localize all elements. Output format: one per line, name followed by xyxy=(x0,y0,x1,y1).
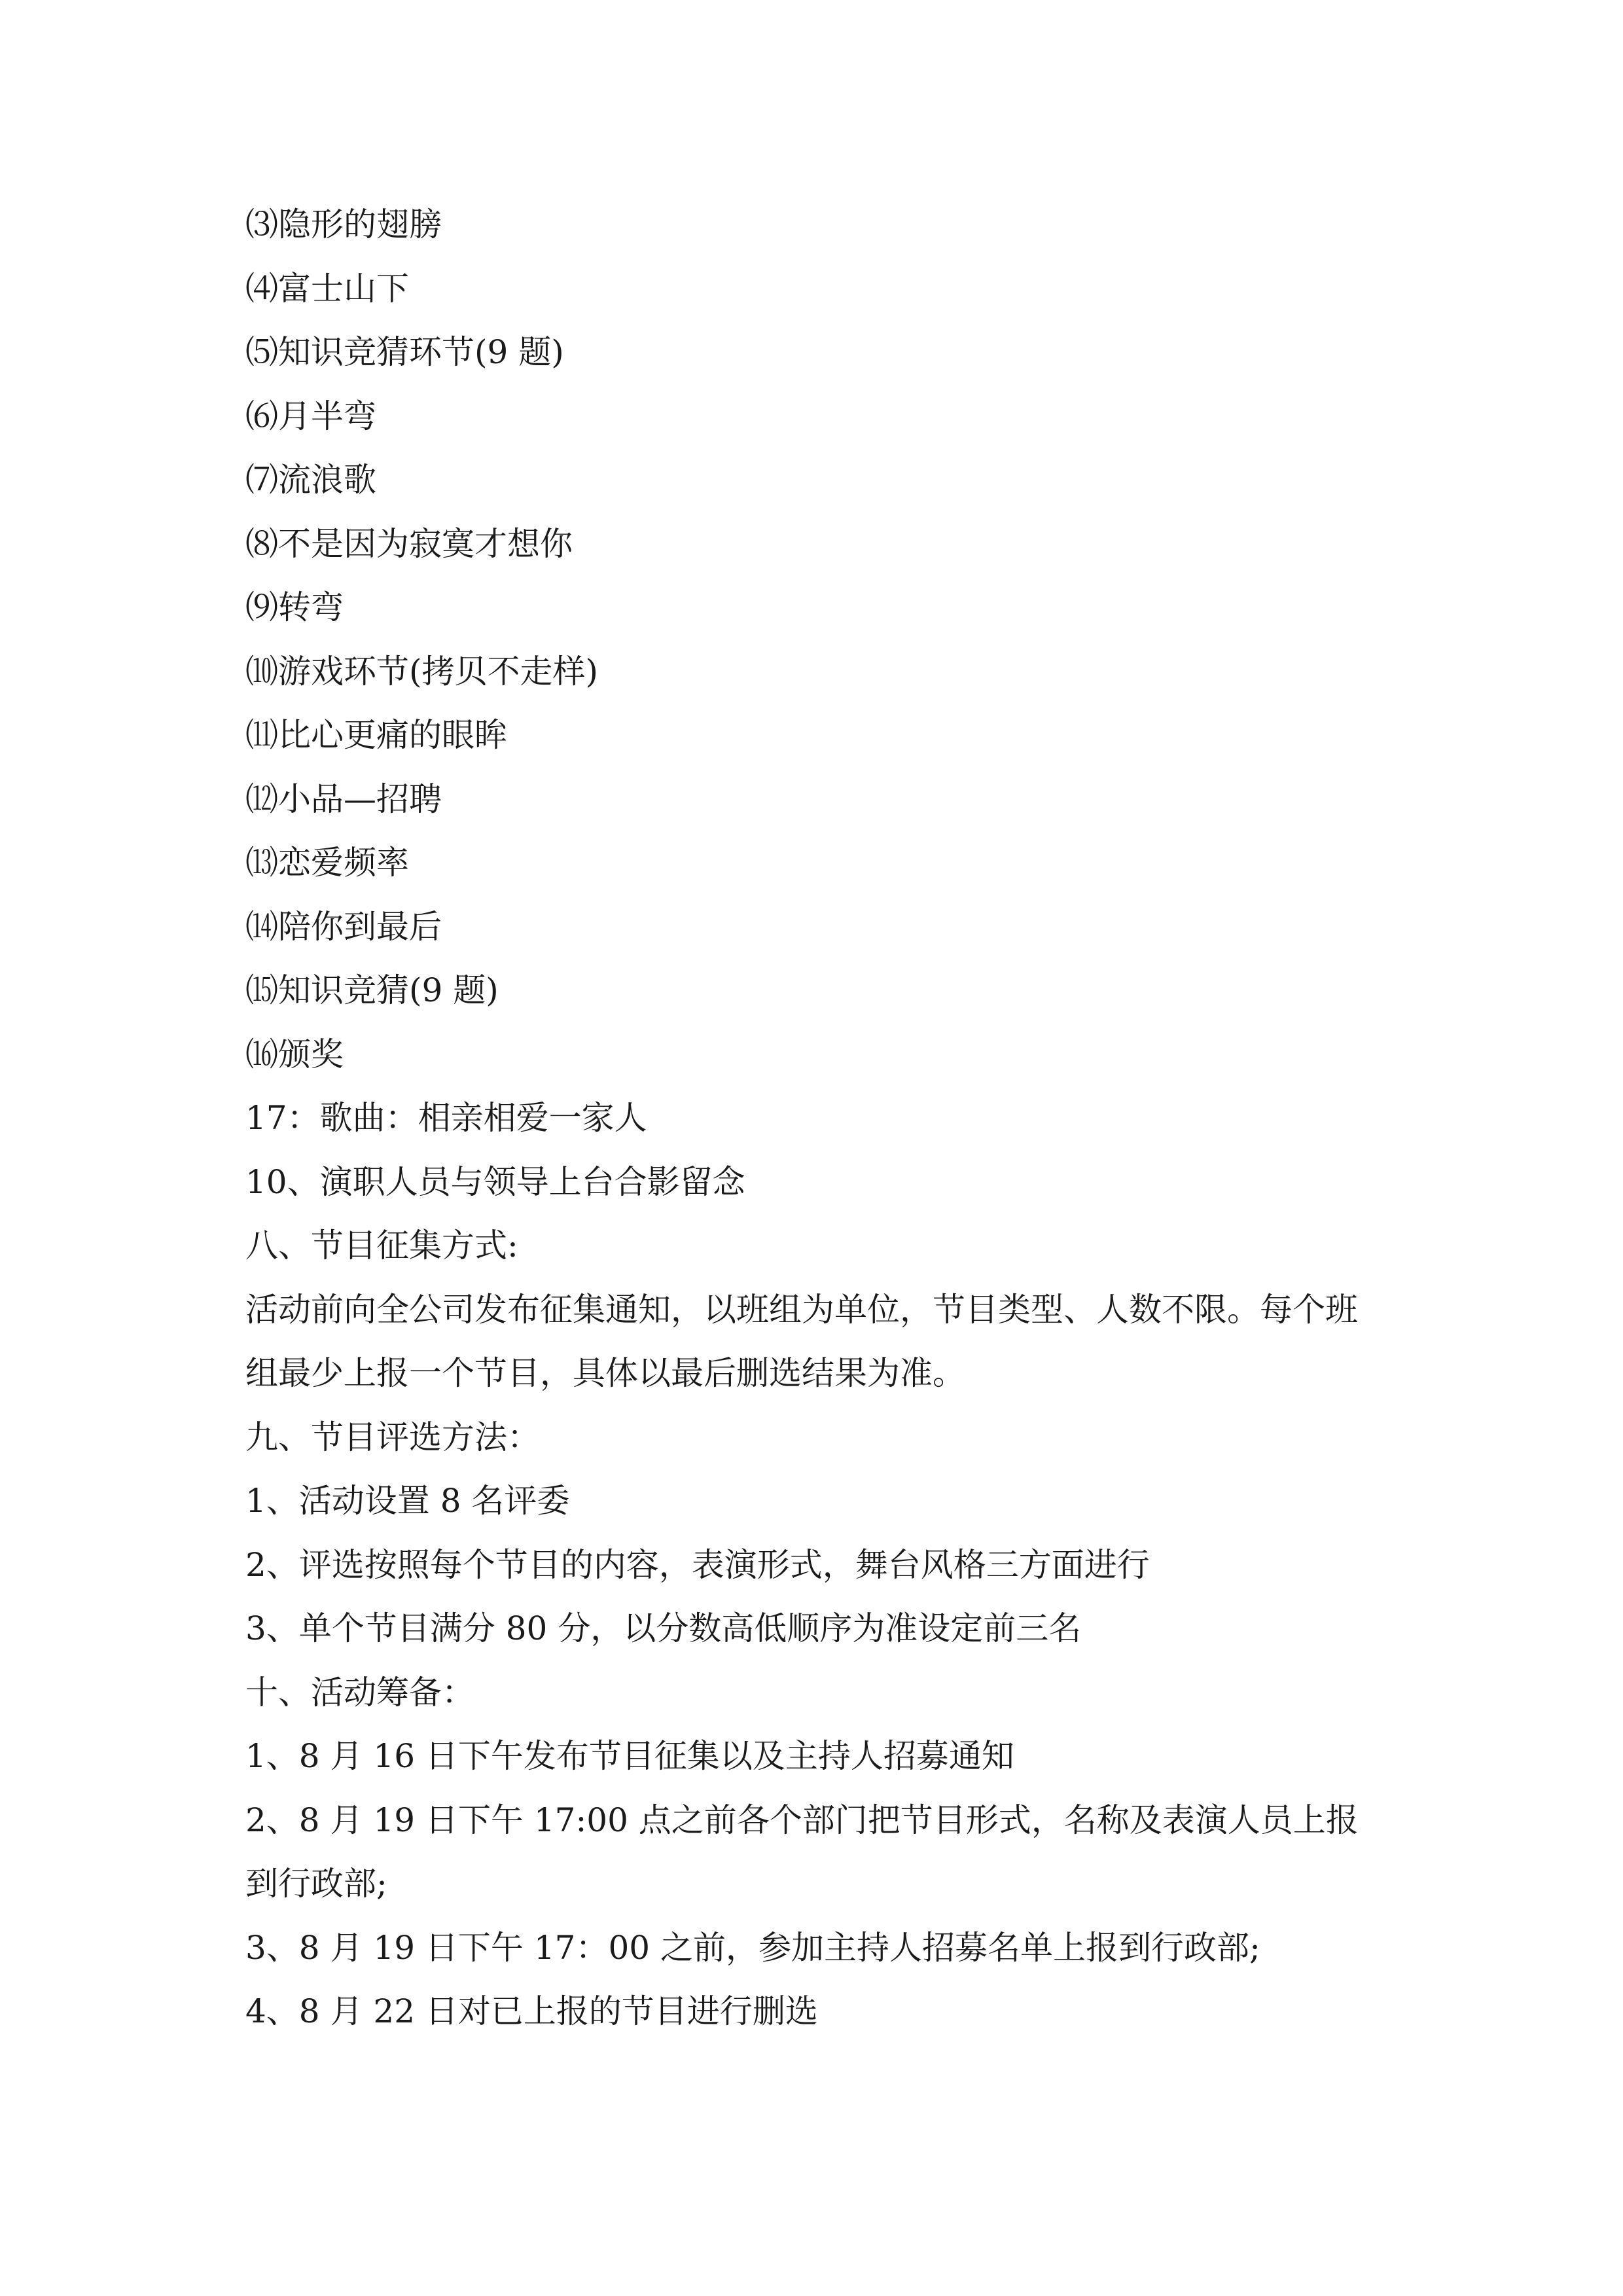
program-item-16: ⒃颁奖 xyxy=(245,1035,344,1073)
section8-paragraph: 活动前向全公司发布征集通知，以班组为单位，节目类型、人数不限。每个班组最少上报一个节目，具体以最后删选结果为准。 xyxy=(245,1290,1358,1392)
program-item-8: ⑻不是因为寂寞才想你 xyxy=(245,524,573,563)
section10-item-4: 4、8 月 22 日对已上报的节目进行删选 xyxy=(245,1992,818,2030)
section10-heading: 十、活动筹备： xyxy=(245,1673,474,1712)
program-item-14: ⒁陪你到最后 xyxy=(245,907,442,946)
program-item-10: ⑽游戏环节(拷贝不走样) xyxy=(245,652,599,691)
program-item-15: ⒂知识竞猜(9 题) xyxy=(245,971,499,1009)
program-item-13: ⒀恋爱频率 xyxy=(245,844,409,882)
program-item-12: ⑿小品—招聘 xyxy=(245,780,442,818)
program-item-3: ⑶隐形的翅膀 xyxy=(245,206,442,243)
section10-item-2: 2、8 月 19 日下午 17:00 点之前各个部门把节目形式，名称及表演人员上报到行政部; xyxy=(245,1801,1359,1903)
section10-item-1: 1、8 月 16 日下午发布节目征集以及主持人招募通知 xyxy=(245,1737,1014,1775)
document-body xyxy=(245,193,1384,2044)
program-item-7: ⑺流浪歌 xyxy=(245,461,376,499)
program-item-5: ⑸知识竞猜环节(9 题) xyxy=(245,333,564,371)
program-item-6: ⑹月半弯 xyxy=(245,397,376,435)
program-item-9: ⑼转弯 xyxy=(245,588,344,626)
section9-item-3: 3、单个节目满分 80 分，以分数高低顺序为准设定前三名 xyxy=(245,1609,1082,1647)
section10-item-3: 3、8 月 19 日下午 17：00 之前，参加主持人招募名单上报到行政部; xyxy=(245,1928,1260,1967)
section9-item-2: 2、评选按照每个节目的内容，表演形式，舞台风格三方面进行 xyxy=(245,1545,1150,1584)
program-item-4: ⑷富士山下 xyxy=(245,269,409,308)
section8-heading: 八、节目征集方式: xyxy=(245,1227,518,1265)
program-item-photo: 10、演职人员与领导上台合影留念 xyxy=(245,1162,745,1201)
section9-item-1: 1、活动设置 8 名评委 xyxy=(245,1482,570,1520)
program-item-11: ⑾比心更痛的眼眸 xyxy=(245,716,507,754)
section9-heading: 九、节目评选方法： xyxy=(245,1418,540,1456)
program-item-17: 17：歌曲：相亲相爱一家人 xyxy=(245,1099,647,1137)
